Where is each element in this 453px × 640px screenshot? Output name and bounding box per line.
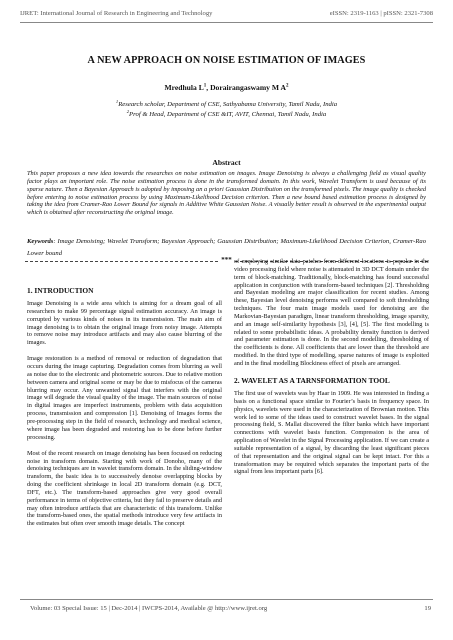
- affiliation-2-sup: 2: [126, 109, 130, 114]
- journal-issn: eISSN: 2319-1163 | pISSN: 2321-7308: [329, 10, 433, 17]
- affiliation-1-sup: 1: [115, 99, 119, 104]
- author-separator: ,: [206, 83, 211, 92]
- paper-title: A NEW APPROACH ON NOISE ESTIMATION OF IMAGES: [87, 55, 366, 66]
- intro-heading: 1. INTRODUCTION: [27, 286, 94, 295]
- author-2: Dorairangaswamy M A: [210, 83, 287, 92]
- page-number: 19: [424, 605, 431, 612]
- intro-paragraph-3: Most of the recent research on image denoising has been focused on reducing noise in transform domain. Starting with work of Donoho, many of the denoising techniques are in wavelet transform domain. In the sliding-window transform, the basic idea is to successively denoise overlapping blocks by doing the coefficient shrinkage in local 2D transform domain (e.g. DCT, DFT, etc.). The transform-based approaches give very good overall performance in terms of objective criteria, but they fail to preserve details and may often introduce artifacts that are characteristic of this transform. Unlike the transform-based ones, the spatial methods introduce very few artifacts in the estimates but often over smooth image details. The concept: [27, 449, 222, 528]
- wavelet-paragraph: The first use of wavelets was by Haar in 1909. He was interested in finding a basis on a functional space similar to Fourier’s basis in frequency space. In physics, wavelets were used in the characterization of Brownian motion. This work led to some of the ideas used to construct wavelet bases. In the signal processing field, S. Mallat discovered the filter banks which have important connections with wavelet basis function. Compression is the area of application of Wavelet in the Signal Processing application. If we can create a suitable representation of a signal, by discarding the least significant pieces of that representation and the original signal can be kept intact. For this a transformation may be required which separates the important parts of the signal from less important parts [6].: [234, 390, 429, 476]
- abstract-text: This paper proposes a new idea towards the researches on noise estimation on images. Image Denoising is always a challenging field as visual quality factor plays an important role. The noise estimation process is done in the transformed domain. In this work, Wavelet Transform is used because of its sparse nature. Then a Bayesian Approach is adopted by imposing an a priori Gaussian Distribution on the transformed pixels. The image quality is checked before entering to noise estimation process by using Maximum-Likelihood Decision criterion. Then a new bound based estimation process is designed by taking the idea from Cramer-Rao Lower Bound for signals in Additive White Gaussian Noise. A visually better result is observed in the experimental output which is obtained after reconstructing the original image.: [27, 170, 426, 217]
- wavelet-heading: 2. WAVELET AS A TARNSFORMATION TOOL: [234, 376, 390, 385]
- intro-paragraph-2: Image restoration is a method of removal or reduction of degradation that occurs during the image capturing. Degradation comes from blurring as well as noise due to the electronic and photometric sources. Due to relative motion between camera and original scene or may be due to misfocus of the cameras blurring may occur. Any unwanted signal that interfers with the original image will degrade the visual quality of the image. The main sources of noise in digital images are imperfect instruments, problem with data acquisition process, transmission and compression [1]. Denoising of Images forms the pre-processing step in the field of research, technology and medical science, where image has been degraded and restoring has to be done before further processing.: [27, 355, 222, 441]
- intro-continuation-paragraph: of employing similar data patches from different locations is popular in the video processing field where noise is attenuated in 3D DCT domain under the term of block-matching. Traditionally, block-matching has found successful application in conjunction with transform-based techniques [2]. Thresholding and Bayesian modeling are major classification for recent studies. Among these, Bayesian level denoising performs well compared to soft thresholding techniques. The four main image models used for denoising are the Markovian-Bayesian paradigm, linear transform thresholding, image sparsity, and an image self-similarity hypothesis [3], [4], [5]. The first modelling is related to some probabilistic ideas. A probability density function is derived and parameter estimation is done. In the second modelling, thresholding of the coefficients is done. All coefficients that are lower than the threshold are modified. In the third type of modelling, sparse natures of image is exploited and in the final modelling Blockiness effect of pixels are arranged.: [234, 258, 429, 367]
- author-2-sup: 2: [286, 83, 289, 89]
- journal-name: IJRET: International Journal of Research in Engineering and Technology: [20, 10, 213, 17]
- keywords-label: Keywords: [27, 238, 54, 245]
- author-line: [20, 83, 433, 92]
- right-column: [234, 258, 429, 484]
- left-column: [27, 286, 222, 536]
- footer-citation: Volume: 03 Special Issue: 15 | Dec-2014 | IWCPS-2014, Available @ http://www.ijret.org: [30, 605, 268, 612]
- author-1-sup: 1: [203, 83, 207, 89]
- separator-stars: ***: [221, 256, 232, 264]
- footer-rule: [20, 599, 433, 600]
- affiliation-2-text: Prof & Head, Department of CSE &IT, AVIT, Chennai, Tamil Nadu, India: [129, 111, 327, 119]
- keywords-text: : Image Denoising; Wavelet Transform; Bayesian Approach; Gaussian Distribution; Maximum-Likelihood Decision Criterion, Cramer-Rao Lower bound: [27, 238, 426, 257]
- intro-paragraph-1: Image Denoising is a wide area which is aiming for a dream goal of all researchers to make 99 percentage signal estimation accuracy. An image is corrupted by various kinds of noises in its transmission. The main aim of image denoising is to obtain the original image from noisy image. Attempts to remove noise may introduce artifacts and may also cause blurring of the images.: [27, 300, 222, 347]
- journal-header: [20, 10, 433, 17]
- header-rule: [20, 22, 433, 23]
- affiliation-2: [20, 109, 433, 118]
- affiliation-1-text: Research scholar, Department of CSE, Sathyabama University, Tamil Nadu, India: [118, 101, 338, 109]
- abstract-heading: Abstract: [212, 158, 241, 167]
- page-footer: [30, 605, 431, 612]
- affiliation-1: [20, 99, 433, 108]
- author-1: Mredhula L: [164, 83, 204, 92]
